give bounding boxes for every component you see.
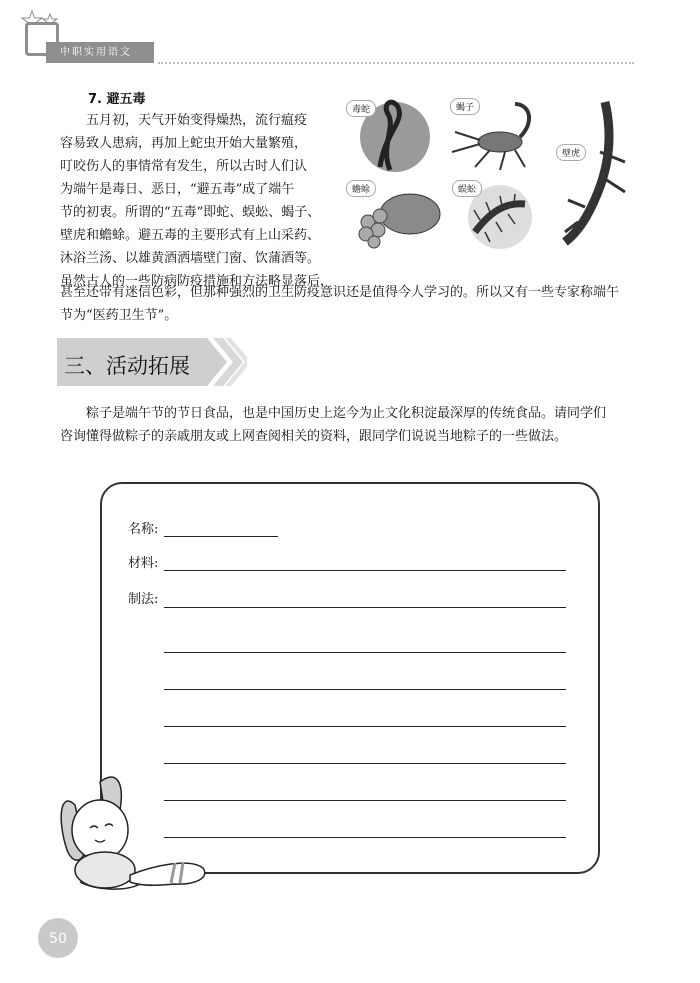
paragraph-line: 节的初衷。所谓的“五毒”即蛇、蜈蚣、蝎子、 <box>60 205 321 220</box>
label-gecko: 壁虎 <box>556 144 586 161</box>
paragraph-line: 壁虎和蟾蜍。避五毒的主要形式有上山采药、 <box>60 228 321 243</box>
page-number: 50 <box>38 918 78 958</box>
method-answer-line[interactable] <box>164 689 566 690</box>
method-answer-line[interactable] <box>164 800 566 801</box>
materials-answer-line[interactable] <box>164 570 566 571</box>
gecko-icon <box>565 102 625 242</box>
label-snake: 毒蛇 <box>346 100 376 117</box>
paragraph-continuation <box>60 281 638 327</box>
paragraph-line: 咨询懂得做粽子的亲戚朋友或上网查阅相关的资料，跟同学们说说当地粽子的一些做法。 <box>60 429 568 444</box>
paragraph-line: 沐浴兰汤、以雄黄酒洒墙壁门窗、饮蒲酒等。 <box>60 251 321 266</box>
paragraph-line: 甚至还带有迷信色彩，但那种强烈的卫生防疫意识还是值得今人学习的。所以又有一些专家称端午 <box>60 285 620 300</box>
section-title: 7. 避五毒 <box>88 92 146 107</box>
paragraph-line: 叮咬伤人的事情常有发生，所以古时人们认 <box>60 159 308 174</box>
paragraph-line: 节为“医药卫生节”。 <box>60 308 178 323</box>
five-poisons-illustration <box>340 92 640 272</box>
label-toad: 蟾蜍 <box>346 180 376 197</box>
paragraph-line: 粽子是端午节的节日食品，也是中国历史上迄今为止文化积淀最深厚的传统食品。请同学们 <box>86 406 607 421</box>
activity-title: 三、活动拓展 <box>64 354 190 378</box>
label-scorpion: 蝎子 <box>450 98 480 115</box>
activity-paragraph <box>60 402 644 448</box>
book-title: 中职实用语文 <box>60 47 132 58</box>
paragraph-line: 为端午是毒日、恶日，“避五毒”成了端午 <box>60 182 295 197</box>
method-answer-line[interactable] <box>164 652 566 653</box>
materials-label: 材料: <box>128 556 159 571</box>
label-centipede: 蜈蚣 <box>452 180 482 197</box>
header-dotted-rule <box>158 62 634 64</box>
five-poisons-drawing <box>340 92 640 272</box>
paragraph-line: 五月初，天气开始变得燥热，流行瘟疫 <box>86 113 308 128</box>
paragraph-avoid-five-poisons <box>60 109 332 293</box>
method-answer-line[interactable] <box>164 726 566 727</box>
method-answer-line[interactable] <box>164 763 566 764</box>
book-title-bar <box>46 42 154 63</box>
toad-icon <box>359 194 440 248</box>
method-label: 制法: <box>128 592 159 607</box>
name-label: 名称: <box>128 522 159 537</box>
rabbit-mascot-icon <box>45 770 215 895</box>
paragraph-line: 虽然古人的一些防病防疫措施和方法略显落后， <box>60 274 334 289</box>
name-answer-line[interactable] <box>164 536 278 537</box>
method-answer-line[interactable] <box>164 837 566 838</box>
paragraph-line: 容易致人患病，再加上蛇虫开始大量繁殖， <box>60 136 308 151</box>
method-answer-line[interactable] <box>164 607 566 608</box>
